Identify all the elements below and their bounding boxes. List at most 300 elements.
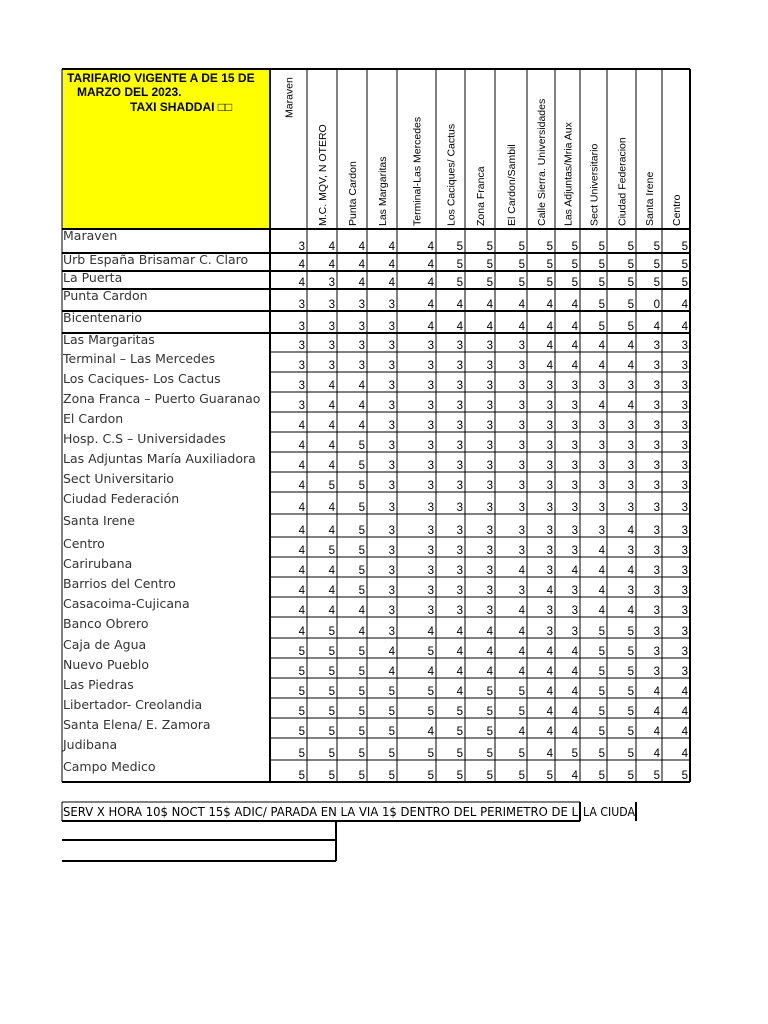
tariff-cell: 3 bbox=[598, 440, 605, 452]
tariff-cell: 4 bbox=[571, 770, 578, 782]
tariff-cell: 4 bbox=[546, 585, 553, 597]
tariff-cell: 4 bbox=[627, 605, 634, 617]
tariff-cell: 5 bbox=[486, 748, 493, 760]
tariff-cell: 4 bbox=[598, 605, 605, 617]
tariff-cell: 4 bbox=[627, 340, 634, 352]
row-label: Centro bbox=[63, 536, 105, 551]
tariff-cell: 3 bbox=[598, 420, 605, 432]
column-header: Maraven bbox=[283, 77, 296, 118]
tariff-cell: 3 bbox=[427, 420, 434, 432]
row-label: Zona Franca – Puerto Guaranao bbox=[63, 391, 261, 406]
tariff-cell: 5 bbox=[328, 706, 335, 718]
tariff-cell: 4 bbox=[518, 299, 525, 311]
tariff-cell: 3 bbox=[486, 525, 493, 537]
tariff-cell: 3 bbox=[627, 545, 634, 557]
tariff-cell: 5 bbox=[456, 706, 463, 718]
tariff-cell: 4 bbox=[388, 666, 395, 678]
tariff-cell: 4 bbox=[298, 545, 305, 557]
column-header: Los Caciques/ Cactus bbox=[445, 123, 458, 226]
tariff-cell: 5 bbox=[298, 646, 305, 658]
tariff-cell: 3 bbox=[328, 321, 335, 333]
tariff-cell: 3 bbox=[681, 460, 688, 472]
tariff-cell: 5 bbox=[598, 666, 605, 678]
tariff-cell: 3 bbox=[518, 360, 525, 372]
row-label: Judibana bbox=[63, 737, 118, 752]
tariff-cell: 4 bbox=[518, 666, 525, 678]
tariff-cell: 5 bbox=[358, 666, 365, 678]
tariff-cell: 5 bbox=[627, 259, 634, 271]
tariff-cell: 3 bbox=[681, 480, 688, 492]
tariff-cell: 4 bbox=[627, 565, 634, 577]
tariff-cell: 4 bbox=[427, 241, 434, 253]
tariff-cell: 4 bbox=[486, 626, 493, 638]
tariff-cell: 4 bbox=[571, 666, 578, 678]
tariff-cell: 5 bbox=[358, 480, 365, 492]
tariff-cell: 4 bbox=[328, 380, 335, 392]
tariff-cell: 5 bbox=[328, 686, 335, 698]
tariff-cell: 3 bbox=[298, 360, 305, 372]
row-label: Sect Universitario bbox=[63, 471, 174, 486]
tariff-cell: 4 bbox=[358, 626, 365, 638]
tariff-cell: 3 bbox=[546, 420, 553, 432]
tariff-cell: 4 bbox=[358, 420, 365, 432]
tariff-cell: 3 bbox=[298, 299, 305, 311]
tariff-cell: 5 bbox=[328, 770, 335, 782]
tariff-cell: 3 bbox=[456, 440, 463, 452]
tariff-cell: 3 bbox=[518, 460, 525, 472]
footer-text-2: LA CIUDA bbox=[583, 805, 636, 819]
tariff-cell: 3 bbox=[681, 545, 688, 557]
tariff-cell: 5 bbox=[427, 706, 434, 718]
tariff-cell: 4 bbox=[653, 726, 660, 738]
tariff-cell: 4 bbox=[486, 321, 493, 333]
column-header: Calle Sierra. Universidades bbox=[536, 98, 548, 226]
tariff-cell: 4 bbox=[328, 585, 335, 597]
tariff-cell: 5 bbox=[427, 770, 434, 782]
tariff-cell: 4 bbox=[571, 686, 578, 698]
tariff-cell: 3 bbox=[388, 565, 395, 577]
tariff-cell: 5 bbox=[486, 277, 493, 289]
tariff-cell: 5 bbox=[571, 259, 578, 271]
tariff-cell: 5 bbox=[486, 770, 493, 782]
tariff-cell: 4 bbox=[486, 666, 493, 678]
tariff-cell: 4 bbox=[653, 686, 660, 698]
tariff-cell: 5 bbox=[518, 706, 525, 718]
tariff-cell: 3 bbox=[486, 340, 493, 352]
tariff-cell: 4 bbox=[627, 400, 634, 412]
tariff-cell: 4 bbox=[427, 321, 434, 333]
title-line-2: MARZO DEL 2023. bbox=[77, 85, 182, 99]
tariff-cell: 4 bbox=[571, 299, 578, 311]
tariff-cell: 0 bbox=[653, 299, 660, 311]
tariff-cell: 5 bbox=[598, 646, 605, 658]
title-line-1: TARIFARIO VIGENTE A DE 15 DE bbox=[67, 71, 255, 85]
tariff-cell: 4 bbox=[546, 748, 553, 760]
tariff-cell: 3 bbox=[388, 321, 395, 333]
column-header: Punta Cardon bbox=[347, 161, 359, 226]
tariff-cell: 5 bbox=[627, 277, 634, 289]
row-label: Casacoima-Cujicana bbox=[63, 596, 190, 611]
tariff-cell: 3 bbox=[571, 460, 578, 472]
tariff-cell: 5 bbox=[571, 277, 578, 289]
tariff-cell: 3 bbox=[388, 585, 395, 597]
tariff-cell: 5 bbox=[627, 646, 634, 658]
tariff-cell: 3 bbox=[627, 585, 634, 597]
tariff-cell: 3 bbox=[298, 340, 305, 352]
tariff-cell: 4 bbox=[298, 420, 305, 432]
tariff-cell: 4 bbox=[518, 605, 525, 617]
column-header: El Cardon/Sambil bbox=[506, 144, 518, 226]
tariff-cell: 3 bbox=[681, 420, 688, 432]
tariff-cell: 3 bbox=[456, 565, 463, 577]
tariff-cell: 5 bbox=[486, 259, 493, 271]
tariff-cell: 4 bbox=[388, 259, 395, 271]
tariff-cell: 3 bbox=[653, 460, 660, 472]
tariff-cell: 3 bbox=[486, 400, 493, 412]
tariff-cell: 4 bbox=[358, 277, 365, 289]
tariff-cell: 4 bbox=[546, 686, 553, 698]
tariff-cell: 5 bbox=[571, 748, 578, 760]
tariff-cell: 5 bbox=[571, 241, 578, 253]
tariff-cell: 3 bbox=[546, 400, 553, 412]
tariff-cell: 5 bbox=[653, 259, 660, 271]
tariff-cell: 5 bbox=[486, 726, 493, 738]
column-header: Centro bbox=[671, 194, 683, 226]
tariff-cell: 4 bbox=[328, 400, 335, 412]
tariff-cell: 3 bbox=[518, 480, 525, 492]
tariff-cell: 4 bbox=[627, 360, 634, 372]
tariff-cell: 5 bbox=[653, 241, 660, 253]
tariff-cell: 3 bbox=[388, 340, 395, 352]
tariff-cell: 5 bbox=[456, 277, 463, 289]
tariff-cell: 4 bbox=[298, 605, 305, 617]
tariff-cell: 4 bbox=[653, 706, 660, 718]
tariff-cell: 4 bbox=[681, 748, 688, 760]
column-headers bbox=[284, 77, 684, 226]
tariff-cell: 4 bbox=[518, 726, 525, 738]
tariff-cell: 4 bbox=[598, 400, 605, 412]
tariff-cell: 5 bbox=[358, 460, 365, 472]
tariff-cell: 3 bbox=[328, 340, 335, 352]
tariff-cell: 5 bbox=[328, 646, 335, 658]
tariff-cell: 4 bbox=[298, 626, 305, 638]
row-label: Caja de Agua bbox=[63, 637, 147, 652]
tariff-cell: 5 bbox=[627, 626, 634, 638]
footer-note bbox=[62, 802, 636, 861]
tariff-cell: 3 bbox=[653, 502, 660, 514]
tariff-cell: 5 bbox=[427, 686, 434, 698]
tariff-cell: 3 bbox=[546, 480, 553, 492]
tariff-cell: 5 bbox=[328, 545, 335, 557]
tariff-cell: 5 bbox=[598, 706, 605, 718]
tariff-cell: 4 bbox=[358, 259, 365, 271]
tariff-cell: 4 bbox=[456, 299, 463, 311]
row-label: Los Caciques- Los Cactus bbox=[63, 371, 221, 386]
tariff-cell: 5 bbox=[358, 726, 365, 738]
tariff-cell: 3 bbox=[653, 400, 660, 412]
tariff-cell: 4 bbox=[518, 565, 525, 577]
tariff-cell: 3 bbox=[681, 380, 688, 392]
row-label: La Puerta bbox=[63, 270, 123, 285]
tariff-cell: 3 bbox=[298, 241, 305, 253]
tariff-cell: 3 bbox=[653, 420, 660, 432]
tariff-cell: 5 bbox=[328, 480, 335, 492]
tariff-cell: 3 bbox=[427, 440, 434, 452]
tariff-cell: 5 bbox=[456, 259, 463, 271]
column-header: Ciudad Federacion bbox=[616, 137, 629, 226]
tariff-cell: 5 bbox=[298, 726, 305, 738]
tariff-cell: 3 bbox=[456, 585, 463, 597]
tariff-cell: 5 bbox=[328, 726, 335, 738]
tariff-cell: 3 bbox=[681, 360, 688, 372]
tariff-cell: 4 bbox=[427, 299, 434, 311]
tariff-cell: 5 bbox=[598, 626, 605, 638]
tariff-cell: 5 bbox=[546, 259, 553, 271]
tariff-cell: 3 bbox=[571, 440, 578, 452]
tariff-cell: 5 bbox=[598, 321, 605, 333]
row-label: Carirubana bbox=[63, 556, 133, 571]
tariff-cell: 5 bbox=[388, 686, 395, 698]
tariff-cell: 3 bbox=[653, 340, 660, 352]
tariff-cell: 4 bbox=[598, 340, 605, 352]
tariff-cell: 3 bbox=[486, 565, 493, 577]
tariff-cell: 4 bbox=[328, 460, 335, 472]
tariff-cell: 5 bbox=[518, 686, 525, 698]
row-label: Las Piedras bbox=[63, 677, 134, 692]
tariff-cell: 3 bbox=[571, 545, 578, 557]
tariff-cell: 4 bbox=[427, 277, 434, 289]
tariff-cell: 3 bbox=[388, 299, 395, 311]
tariff-cell: 5 bbox=[627, 706, 634, 718]
tariff-cell: 4 bbox=[328, 525, 335, 537]
tariff-cell: 3 bbox=[571, 605, 578, 617]
tariff-cell: 3 bbox=[571, 626, 578, 638]
tariff-cell: 3 bbox=[358, 299, 365, 311]
tariff-cell: 4 bbox=[681, 299, 688, 311]
tariff-cell: 3 bbox=[388, 440, 395, 452]
tariff-cell: 4 bbox=[486, 299, 493, 311]
tariff-cell: 3 bbox=[358, 321, 365, 333]
tariff-cell: 3 bbox=[388, 545, 395, 557]
title-line-3: TAXI SHADDAI □□ bbox=[130, 100, 233, 114]
tariff-cell: 3 bbox=[681, 565, 688, 577]
tariff-cell: 5 bbox=[388, 726, 395, 738]
tariff-cell: 3 bbox=[427, 545, 434, 557]
tariff-cell: 3 bbox=[427, 360, 434, 372]
tariff-cell: 4 bbox=[518, 321, 525, 333]
tariff-cell: 5 bbox=[298, 748, 305, 760]
tariff-cell: 4 bbox=[358, 380, 365, 392]
tariff-cell: 3 bbox=[388, 525, 395, 537]
tariff-cell: 5 bbox=[681, 277, 688, 289]
tariff-cell: 3 bbox=[427, 340, 434, 352]
tariff-cell: 4 bbox=[518, 626, 525, 638]
tariff-cell: 5 bbox=[518, 748, 525, 760]
tariff-cell: 5 bbox=[456, 726, 463, 738]
row-label: Terminal – Las Mercedes bbox=[63, 351, 216, 366]
tariff-cell: 3 bbox=[456, 460, 463, 472]
tariff-cell: 3 bbox=[388, 626, 395, 638]
tariff-cell: 3 bbox=[518, 440, 525, 452]
tariff-cell: 4 bbox=[598, 585, 605, 597]
tariff-cell: 3 bbox=[598, 480, 605, 492]
tariff-cell: 4 bbox=[427, 726, 434, 738]
tariff-cell: 3 bbox=[427, 565, 434, 577]
tariff-cell: 5 bbox=[627, 748, 634, 760]
tariff-cell: 3 bbox=[546, 440, 553, 452]
tariff-cell: 5 bbox=[486, 706, 493, 718]
tariff-cell: 3 bbox=[328, 277, 335, 289]
tariff-cell: 5 bbox=[653, 770, 660, 782]
tariff-cell: 3 bbox=[486, 502, 493, 514]
tariff-cell: 5 bbox=[518, 259, 525, 271]
tariff-cell: 3 bbox=[456, 545, 463, 557]
tariff-cell: 5 bbox=[681, 770, 688, 782]
row-label: Bicentenario bbox=[63, 310, 142, 325]
column-header: M.C. MQV, N OTERO bbox=[317, 124, 329, 226]
tariff-cell: 5 bbox=[358, 770, 365, 782]
tariff-cell: 5 bbox=[598, 748, 605, 760]
tariff-cell: 3 bbox=[456, 380, 463, 392]
tariff-cell: 3 bbox=[653, 646, 660, 658]
row-label: Las Margaritas bbox=[63, 332, 155, 347]
tariff-cell: 3 bbox=[546, 525, 553, 537]
tariff-cell: 3 bbox=[627, 460, 634, 472]
tariff-cell: 3 bbox=[388, 460, 395, 472]
row-label: Ciudad Federación bbox=[63, 491, 180, 506]
tariff-cell: 3 bbox=[427, 460, 434, 472]
tariff-cell: 3 bbox=[486, 440, 493, 452]
row-label: Libertador- Creolandia bbox=[63, 697, 203, 712]
tariff-cell: 4 bbox=[328, 440, 335, 452]
tariff-cell: 4 bbox=[298, 277, 305, 289]
tariff-cell: 3 bbox=[546, 460, 553, 472]
tariff-cell: 5 bbox=[486, 241, 493, 253]
tariff-cell: 3 bbox=[598, 460, 605, 472]
tariff-cell: 3 bbox=[518, 525, 525, 537]
tariff-cell: 5 bbox=[358, 565, 365, 577]
tariff-cell: 5 bbox=[358, 686, 365, 698]
tariff-cell: 5 bbox=[358, 706, 365, 718]
tariff-cell: 4 bbox=[456, 686, 463, 698]
tariff-cell: 4 bbox=[598, 360, 605, 372]
tariff-cell: 3 bbox=[546, 545, 553, 557]
tariff-cell: 4 bbox=[546, 340, 553, 352]
tariff-cell: 4 bbox=[427, 626, 434, 638]
tariff-cell: 3 bbox=[486, 480, 493, 492]
tariff-cell: 4 bbox=[653, 748, 660, 760]
tariff-cell: 5 bbox=[598, 277, 605, 289]
row-label: Campo Medico bbox=[63, 759, 156, 774]
tariff-cell: 4 bbox=[388, 241, 395, 253]
tariff-cell: 4 bbox=[328, 565, 335, 577]
row-label: Punta Cardon bbox=[63, 288, 148, 303]
tariff-cell: 3 bbox=[653, 626, 660, 638]
tariff-cell: 3 bbox=[518, 380, 525, 392]
tariff-cell: 4 bbox=[546, 706, 553, 718]
tariff-cell: 5 bbox=[627, 726, 634, 738]
tariff-cell: 3 bbox=[456, 420, 463, 432]
tariff-cell: 3 bbox=[681, 440, 688, 452]
tariff-cell: 4 bbox=[358, 241, 365, 253]
row-label: El Cardon bbox=[63, 411, 124, 426]
tariff-cell: 3 bbox=[571, 420, 578, 432]
tariff-cell: 5 bbox=[388, 748, 395, 760]
tariff-cell: 4 bbox=[328, 420, 335, 432]
tariff-cell: 5 bbox=[518, 241, 525, 253]
tariff-cell: 3 bbox=[571, 480, 578, 492]
tariff-cell: 4 bbox=[328, 241, 335, 253]
tariff-cell: 4 bbox=[571, 340, 578, 352]
column-header: Sect Universitario bbox=[588, 143, 601, 226]
tariff-cell: 4 bbox=[358, 400, 365, 412]
tariff-cell: 3 bbox=[546, 502, 553, 514]
tariff-cell: 3 bbox=[653, 545, 660, 557]
tariff-cell: 5 bbox=[486, 686, 493, 698]
tariff-cell: 3 bbox=[546, 565, 553, 577]
tariff-cell: 5 bbox=[328, 748, 335, 760]
tariff-cell: 5 bbox=[328, 666, 335, 678]
row-label: Las Adjuntas María Auxiliadora bbox=[63, 451, 256, 466]
row-label: Santa Elena/ E. Zamora bbox=[63, 717, 211, 732]
tariff-cell: 3 bbox=[571, 585, 578, 597]
tariff-cell: 4 bbox=[456, 666, 463, 678]
tariff-cell: 5 bbox=[358, 502, 365, 514]
tariff-cell: 4 bbox=[546, 299, 553, 311]
tariff-cell: 3 bbox=[627, 502, 634, 514]
tariff-cell: 5 bbox=[627, 299, 634, 311]
tariff-cell: 3 bbox=[456, 400, 463, 412]
tariff-cell: 4 bbox=[456, 626, 463, 638]
tariff-cell: 4 bbox=[388, 277, 395, 289]
tariff-cell: 4 bbox=[328, 502, 335, 514]
tariff-cell: 5 bbox=[388, 706, 395, 718]
tariff-cell: 3 bbox=[456, 360, 463, 372]
tariff-cell: 5 bbox=[388, 770, 395, 782]
column-header: Santa Irene bbox=[644, 171, 656, 226]
tariff-cell: 4 bbox=[388, 646, 395, 658]
tariff-cell: 3 bbox=[653, 380, 660, 392]
row-label: Santa Irene bbox=[63, 513, 135, 528]
tariff-cell: 3 bbox=[486, 360, 493, 372]
tariff-cell: 4 bbox=[571, 360, 578, 372]
tariff-cell: 3 bbox=[571, 380, 578, 392]
tariff-cell: 4 bbox=[298, 502, 305, 514]
tariff-cell: 4 bbox=[546, 646, 553, 658]
tariff-cell: 4 bbox=[328, 605, 335, 617]
tariff-cell: 4 bbox=[598, 545, 605, 557]
tariff-cell: 3 bbox=[518, 585, 525, 597]
tariff-cell: 3 bbox=[681, 585, 688, 597]
tariff-cell: 3 bbox=[546, 626, 553, 638]
tariff-cell: 5 bbox=[456, 241, 463, 253]
tariff-cell: 3 bbox=[681, 646, 688, 658]
tariff-cell: 5 bbox=[598, 770, 605, 782]
row-label: Hosp. C.S – Universidades bbox=[63, 431, 226, 446]
tariff-cell: 3 bbox=[681, 626, 688, 638]
tariff-cell: 5 bbox=[598, 726, 605, 738]
tariff-cell: 3 bbox=[427, 400, 434, 412]
tariff-cell: 4 bbox=[546, 666, 553, 678]
tariff-cell: 4 bbox=[456, 321, 463, 333]
tariff-cell: 5 bbox=[358, 525, 365, 537]
row-label: Nuevo Pueblo bbox=[63, 657, 149, 672]
tariff-cell: 4 bbox=[328, 259, 335, 271]
tariff-cell: 3 bbox=[571, 525, 578, 537]
tariff-cell: 3 bbox=[653, 605, 660, 617]
tariff-cell: 3 bbox=[328, 360, 335, 372]
tariff-cell: 3 bbox=[653, 666, 660, 678]
